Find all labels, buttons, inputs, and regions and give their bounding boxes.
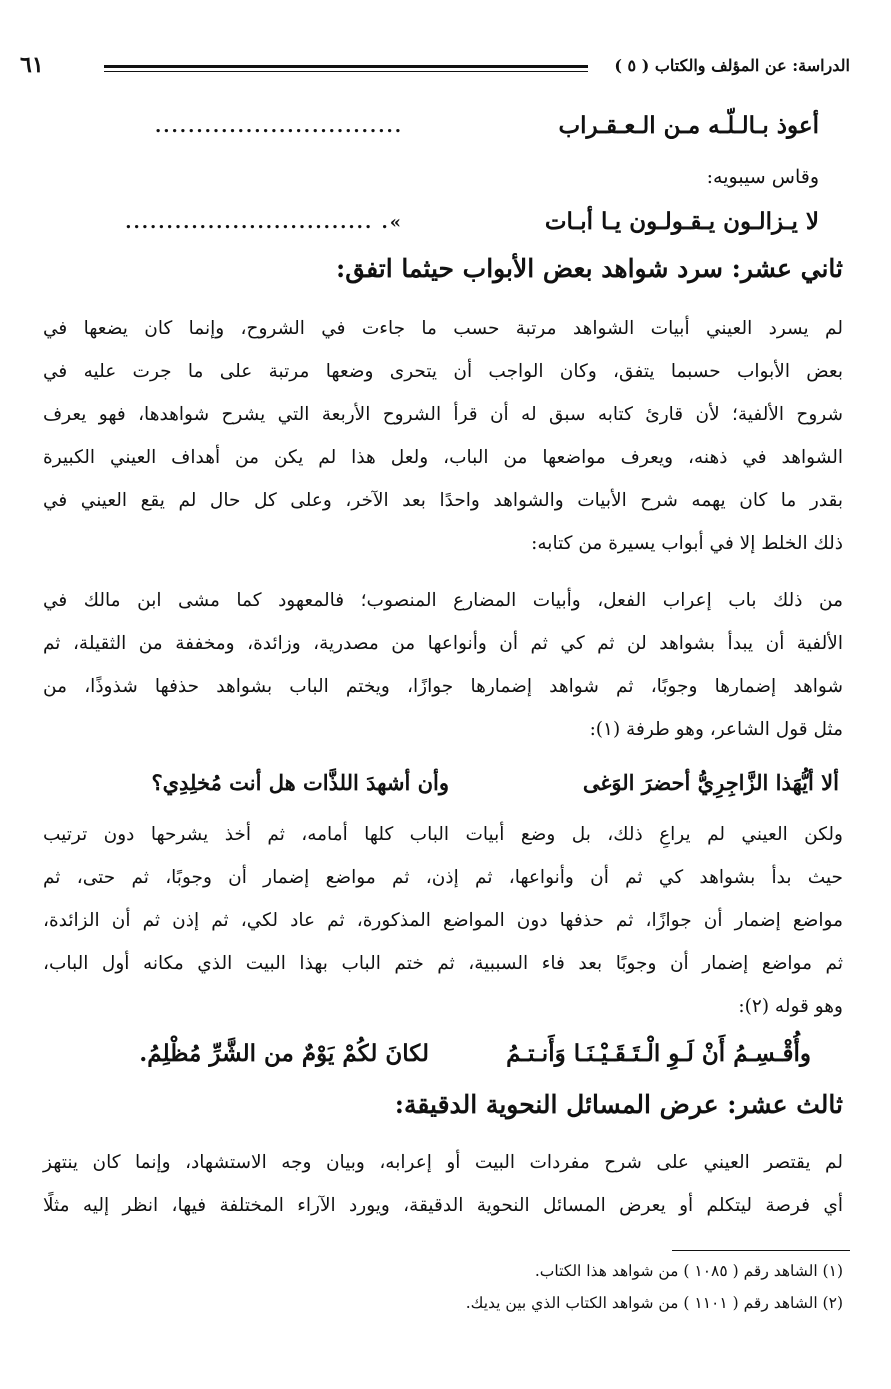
paragraph-3-line: حيث بدأ بشواهد كي ثم أن وأنواعها، ثم إذن، ثم مواضع إضمار أن وجوبًا، ثم حتى، ثم: [43, 867, 843, 888]
paragraph-3-line: مواضع إضمار أن جوازًا، ثم حذفها دون المواضع المذكورة، ثم عاد لكي، ثم إذن ثم أن الزائدة،: [43, 910, 843, 931]
verse-4-hemistich-b: لكانَ لكُمْ يَوْمٌ من الشَّرِّ مُظْلِمُ.: [139, 1040, 429, 1067]
paragraph-3-line: ولكن العيني لم يراعِ ذلك، بل وضع أبيات الباب كلها أمامه، ثم أخذ يشرحها دون ترتيب: [43, 824, 843, 845]
header-title: الدراسة: عن المؤلف والكتاب ( ٥ ): [614, 56, 850, 75]
verse-3-hemistich-b: وأن أشهدَ اللذَّات هل أنت مُخلِدِي؟: [151, 770, 449, 795]
verse-2-hemistich-a: لا يـزالـون يـقـولـون يـا أبـات: [544, 208, 819, 235]
paragraph-1-line: بقدر ما كان يهمه شرح الأبيات والشواهد واحدًا بعد الآخر، وعلى كل حال لم يقع العيني في: [43, 490, 843, 511]
paragraph-1-line: شروح الألفية؛ لأن قارئ كتابه سبق له أن قرأ الشروح الأربعة التي يشرح شواهدها، فهو يعرف: [43, 404, 843, 425]
paragraph-4-line: لم يقتصر العيني على شرح مفردات البيت أو إعرابه، وبيان وجه الاستشهاد، وإنما كان ينتهز: [43, 1152, 843, 1173]
verse-1-hemistich-a: أعوذ بـالـلّـه مـن الـعـقـراب: [558, 112, 819, 139]
paragraph-1-line: لم يسرد العيني أبيات الشواهد مرتبة حسب ما جاءت في الشروح، وإنما كان يضعها في: [43, 318, 843, 339]
running-header: [20, 50, 850, 90]
section-heading-13: ثالث عشر: عرض المسائل النحوية الدقيقة:: [394, 1090, 843, 1119]
verse-1-ellipsis: ..............................: [155, 116, 403, 137]
footnote-1: (١) الشاهد رقم ( ١٠٨٥ ) من شواهد هذا الكتاب.: [534, 1262, 843, 1280]
paragraph-2-line: الألفية أن يبدأ بشواهد لن ثم كي ثم أن وأنواعها من مصدرية، وزائدة، ومخففة من الثقيلة، ثم: [43, 633, 843, 654]
footnote-2: (٢) الشاهد رقم ( ١١٠١ ) من شواهد الكتاب الذي بين يديك.: [465, 1294, 843, 1312]
verse-4-hemistich-a: وأُقْـسِـمُ أَنْ لَـوِ الْـتَـقَـيْـنَـا وَأَنـتـمُ: [506, 1040, 811, 1067]
verse-2-ellipsis: ». ..............................: [125, 212, 403, 233]
header-rule: [104, 65, 588, 72]
section-heading-12: ثاني عشر: سرد شواهد بعض الأبواب حيثما اتفق:: [336, 254, 843, 283]
paragraph-2-line: مثل قول الشاعر، وهو طرفة (١):: [589, 719, 843, 740]
verse-2-intro: وقاس سيبويه:: [706, 166, 819, 188]
paragraph-1-line: الشواهد في ذهنه، ويعرف مواضعها من الباب، ولعل هذا لم يكن من أهداف العيني الكبيرة: [43, 447, 843, 468]
paragraph-2-line: شواهد إضمارها وجوبًا، ثم شواهد إضمارها جوازًا، ويختم الباب بشواهد حذفها شذوذًا، من: [43, 676, 843, 697]
paragraph-1-line: بعض الأبواب حسبما يتفق، وكان الواجب أن يتحرى وضعها مرتبة على ما جرت عليه في: [43, 361, 843, 382]
footnote-rule: [672, 1250, 850, 1251]
page-number: ٦١: [20, 52, 44, 78]
paragraph-1-line: ذلك الخلط إلا في أبواب يسيرة من كتابه:: [531, 533, 843, 554]
paragraph-2-line: من ذلك باب إعراب الفعل، وأبيات المضارع المنصوب؛ فالمعهود كما مشى ابن مالك في: [43, 590, 843, 611]
paragraph-3-line: ثم مواضع إضمار أن وجوبًا بعد فاء السببية، ثم ختم الباب بهذا البيت الذي مكانه أول الباب،: [43, 953, 843, 974]
paragraph-4-line: أي فرصة ليتكلم أو يعرض المسائل النحوية الدقيقة، ويورد الآراء المختلفة فيها، انظر إليه مثلًا: [43, 1195, 843, 1216]
verse-3-hemistich-a: ألا أيُّهَذا الزَّاجِرِيُّ أحضرَ الوَغى: [582, 770, 839, 795]
paragraph-3-line: وهو قوله (٢):: [738, 996, 843, 1017]
